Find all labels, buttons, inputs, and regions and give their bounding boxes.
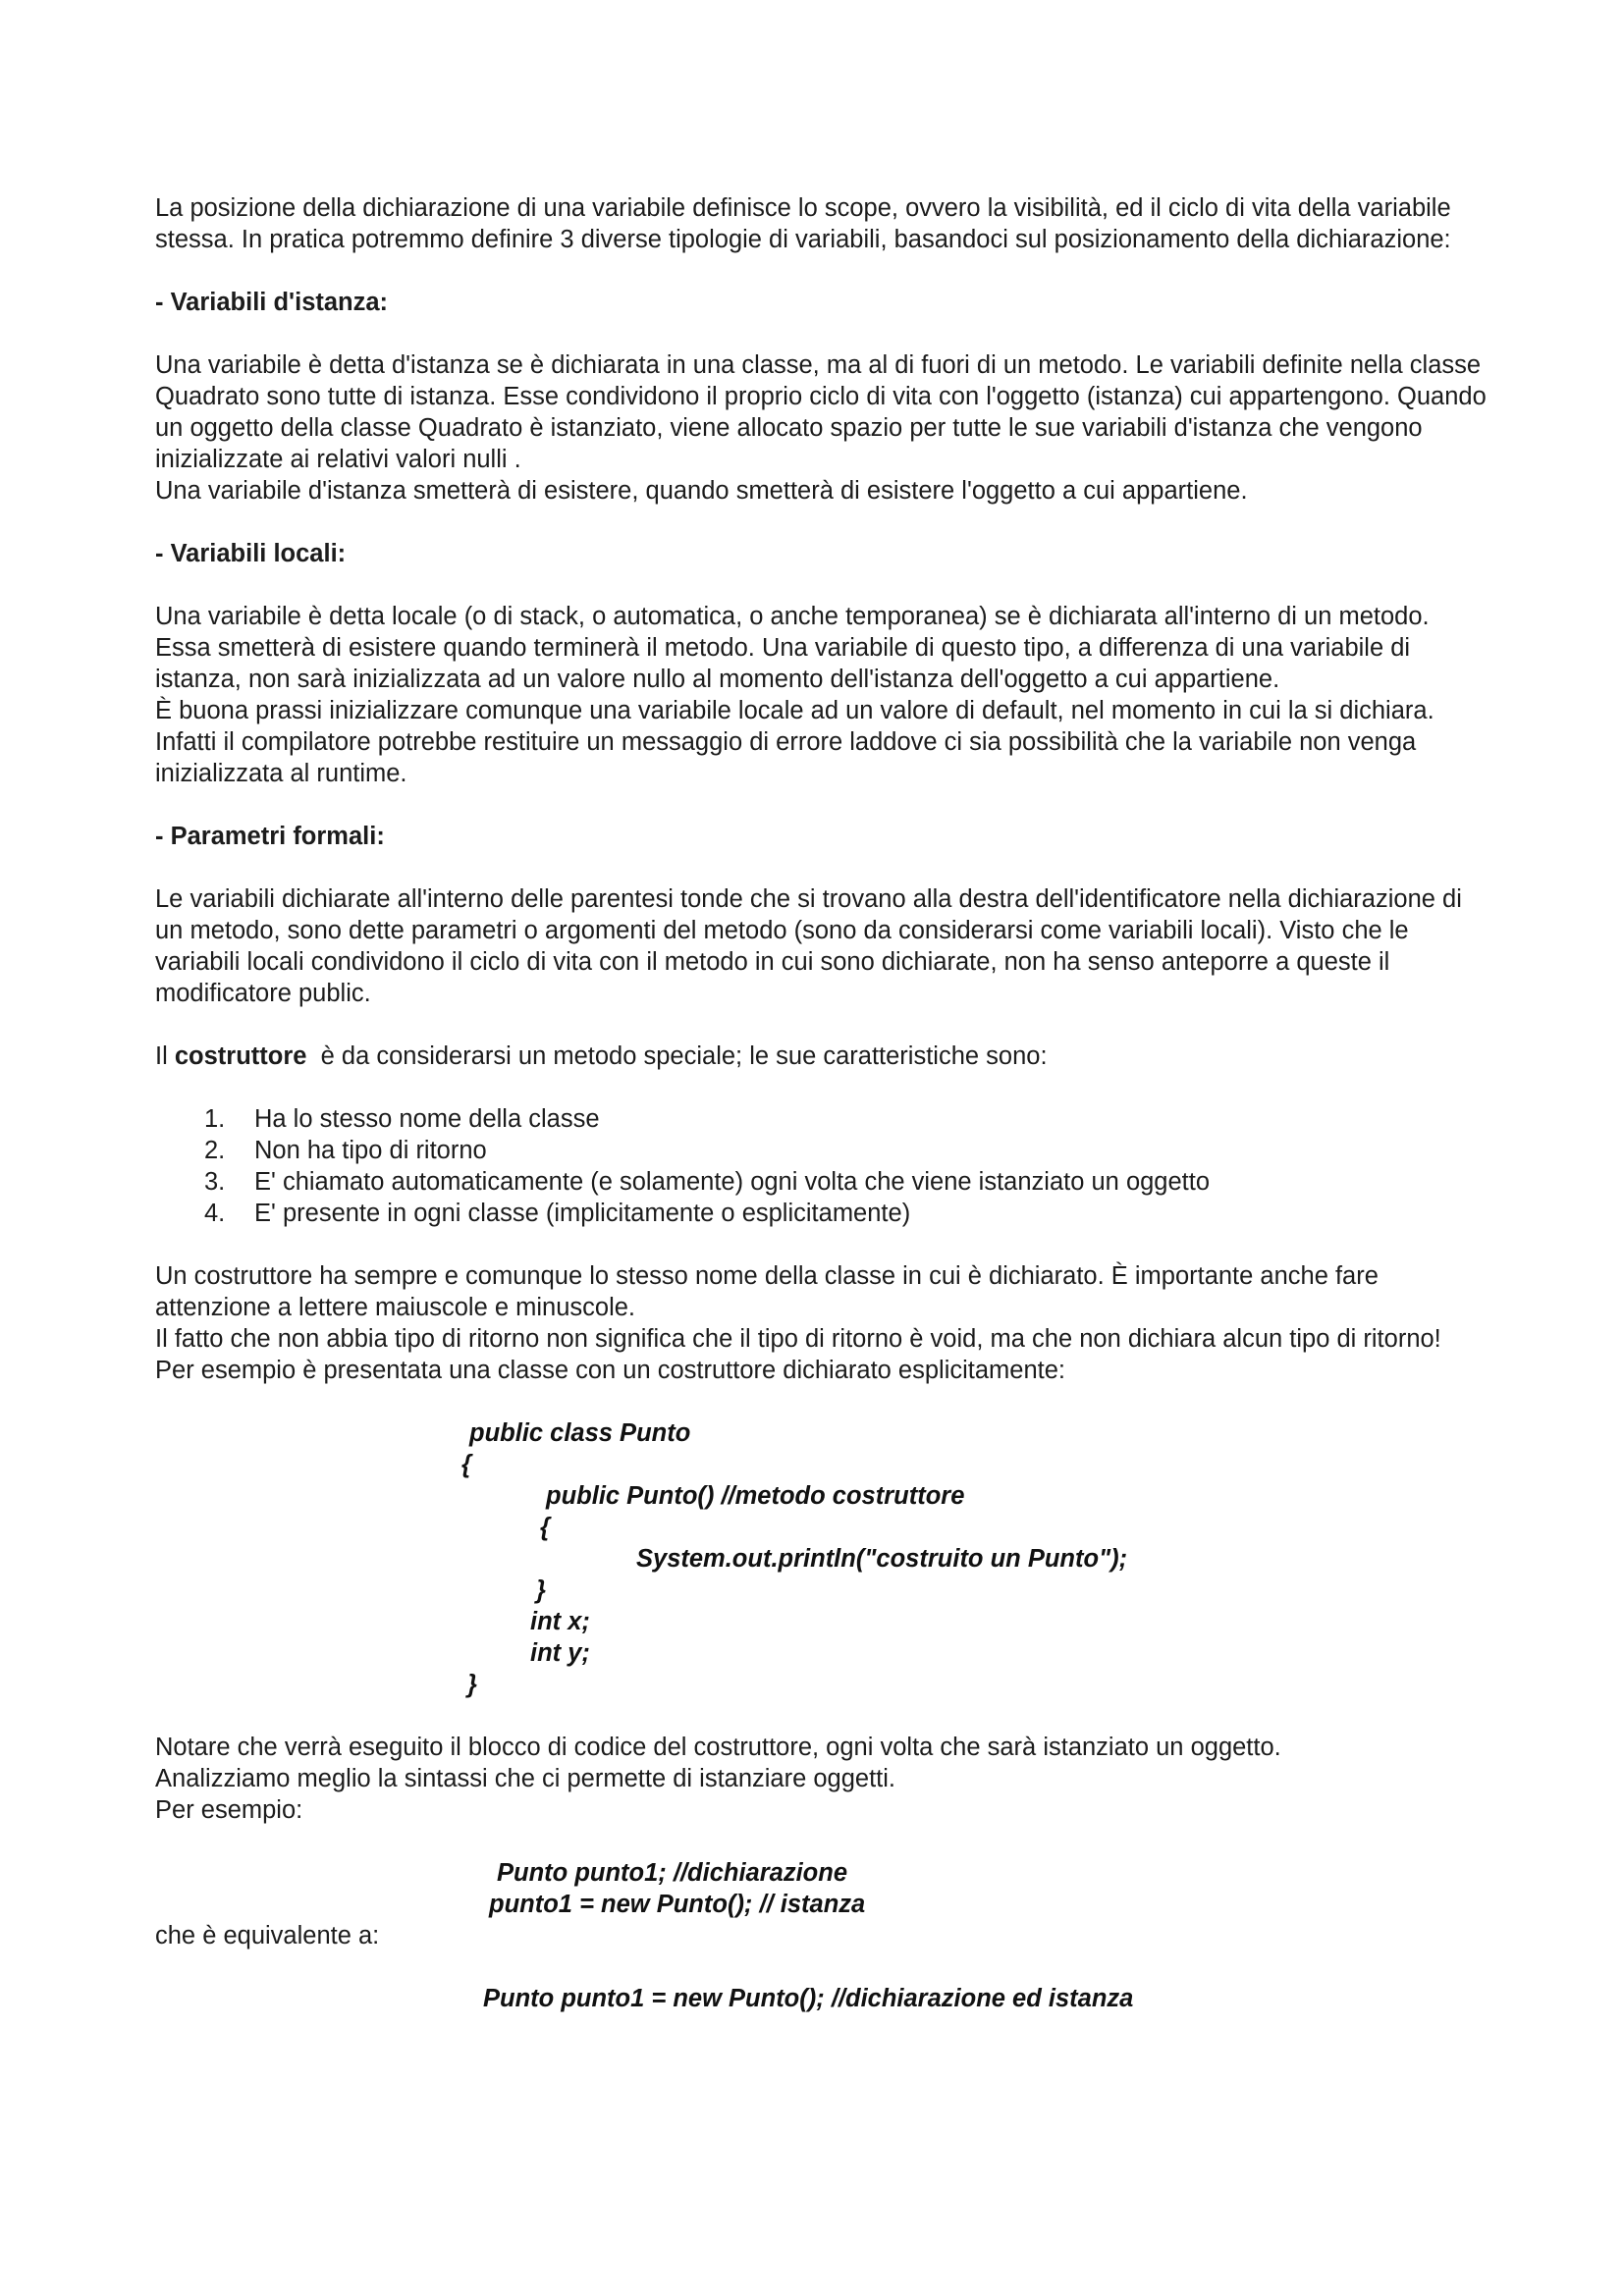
istanza-paragraph-2: Una variabile d'istanza smetterà di esistere, quando smetterà di esistere l'oggetto a cui appartiene. (155, 477, 1248, 505)
after-paragraph-1: Notare che verrà eseguito il blocco di codice del costruttore, ogni volta che sarà istanziato un oggetto. (155, 1734, 1281, 1761)
list-item: 1. Ha lo stesso nome della classe (204, 1105, 600, 1133)
code-line: punto1 = new Punto(); // istanza (489, 1891, 866, 1918)
costruttore-paragraph-2: Il fatto che non abbia tipo di ritorno non significa che il tipo di ritorno è void, ma che non dichiara alcun tipo di ritorno! (155, 1325, 1441, 1353)
parametri-paragraph: Le variabili dichiarate all'interno delle parentesi tonde che si trovano alla destra dell'identificatore nella dichiarazione di un metodo, sono dette parametri o argomenti del metodo (sono da considerarsi come variabili locali). Visto che le variabili locali condividono il ciclo di vita con il metodo in cui sono dichiarate, non ha senso anteporre a queste il modificatore public. (155, 885, 1462, 1007)
heading-parametri-formali: - Parametri formali: (155, 823, 385, 850)
heading-variabili-locali: - Variabili locali: (155, 540, 347, 567)
code-line: public Punto() //metodo costruttore (546, 1482, 965, 1510)
code-line: System.out.println("costruito un Punto"); (636, 1545, 1128, 1573)
code-line: { (540, 1514, 550, 1541)
code-line: int y; (530, 1639, 590, 1667)
code-block-punto-class (155, 1417, 1490, 1700)
costruttore-features-list (155, 1103, 1490, 1229)
locali-paragraph-2: È buona prassi inizializzare comunque una variabile locale ad un valore di default, nel momento in cui la si dichiara. Infatti il compilatore potrebbe restituire un messaggio di errore laddove ci sia possibilità che la variabile non venga inizializzata al runtime. (155, 697, 1434, 787)
equivalent-text: che è equivalente a: (155, 1922, 380, 1949)
document-page (155, 192, 1490, 2014)
code-line: Punto punto1 = new Punto(); //dichiarazione ed istanza (483, 1985, 1134, 2012)
code-line: } (467, 1671, 477, 1698)
heading-variabili-istanza: - Variabili d'istanza: (155, 289, 389, 316)
code-block-combined (155, 1983, 1490, 2014)
locali-paragraph-1: Una variabile è detta locale (o di stack, o automatica, o anche temporanea) se è dichiarata all'interno di un metodo. Essa smetterà di esistere quando terminerà il metodo. Una variabile di questo tipo, a differenza di una variabile di istanza, non sarà inizializzata ad un valore nullo al momento dell'istanza dell'oggetto a cui appartiene. (155, 603, 1430, 693)
list-item: 4. E' presente in ogni classe (implicitamente o esplicitamente) (204, 1200, 911, 1227)
costruttore-term: costruttore (174, 1042, 307, 1070)
costruttore-intro: Il costruttore è da considerarsi un metodo speciale; le sue caratteristiche sono: (155, 1042, 1048, 1070)
intro-paragraph: La posizione della dichiarazione di una variabile definisce lo scope, ovvero la visibilità, ed il ciclo di vita della variabile stessa. In pratica potremmo definire 3 diverse tipologie di variabili, basandoci sul posizionamento della dichiarazione: (155, 194, 1451, 253)
after-paragraph-3: Per esempio: (155, 1796, 303, 1824)
costruttore-paragraph-3: Per esempio è presentata una classe con un costruttore dichiarato esplicitamente: (155, 1357, 1066, 1384)
code-line: int x; (530, 1608, 590, 1635)
after-paragraph-2: Analizziamo meglio la sintassi che ci permette di istanziare oggetti. (155, 1765, 896, 1792)
list-item: 3. E' chiamato automaticamente (e solamente) ogni volta che viene istanziato un oggetto (204, 1168, 1211, 1196)
list-item: 2. Non ha tipo di ritorno (204, 1137, 487, 1164)
istanza-paragraph-1: Una variabile è detta d'istanza se è dichiarata in una classe, ma al di fuori di un metodo. Le variabili definite nella classe Quadrato sono tutte di istanza. Esse condividono il proprio ciclo di vita con l'oggetto (istanza) cui appartengono. Quando un oggetto della classe Quadrato è istanziato, viene allocato spazio per tutte le sue variabili d'istanza che vengono inizializzate ai relativi valori nulli . (155, 351, 1487, 473)
code-line: public class Punto (469, 1419, 691, 1447)
costruttore-paragraph-1: Un costruttore ha sempre e comunque lo stesso nome della classe in cui è dichiarato. È importante anche fare attenzione a lettere maiuscole e minuscole. (155, 1262, 1379, 1321)
code-line: Punto punto1; //dichiarazione (497, 1859, 847, 1887)
code-block-declaration (155, 1857, 1490, 1920)
code-line: } (536, 1576, 546, 1604)
code-line: { (461, 1451, 471, 1478)
